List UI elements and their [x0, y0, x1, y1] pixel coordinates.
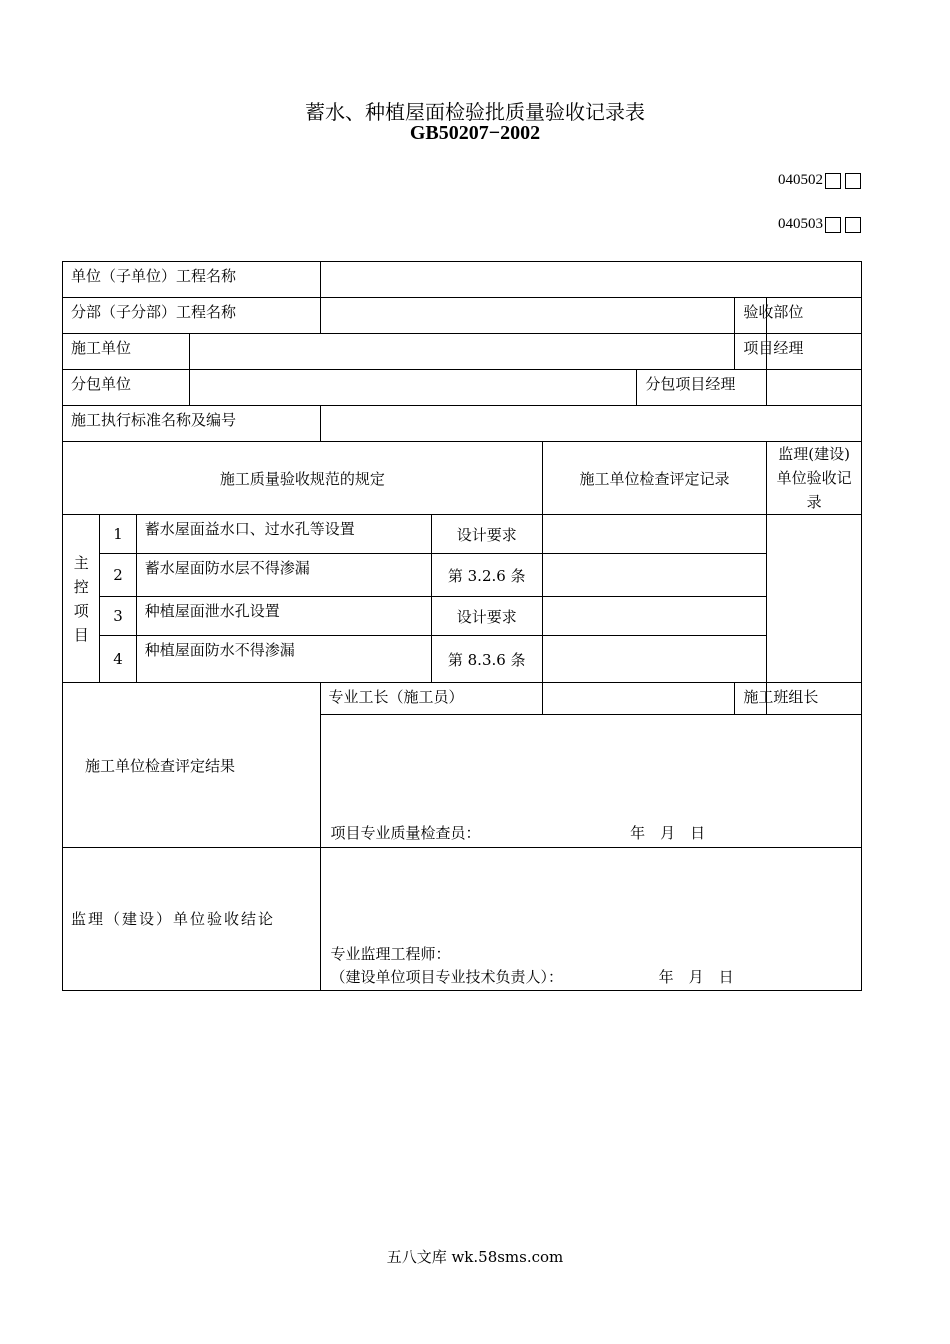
item-req: 第 3.2.6 条 [431, 554, 542, 597]
standard-field[interactable] [320, 406, 862, 442]
owner-tech-label: （建设单位项目专业技术负责人）： [330, 968, 564, 986]
supervision-conclusion-text: 监理（建设）单位验收结论 [71, 910, 276, 928]
item-no: 4 [100, 636, 136, 683]
unit-project-field[interactable] [320, 262, 862, 298]
form-code-row-2 [778, 216, 861, 233]
item-req: 设计要求 [431, 597, 542, 636]
date-label: 年 月 日 [630, 824, 706, 842]
subcontractor-label: 分包单位 [63, 370, 190, 406]
item-no: 2 [100, 554, 136, 597]
code-checkbox[interactable] [825, 173, 841, 189]
col-header-check: 施工单位检查评定记录 [542, 442, 766, 515]
foreman-label: 专业工长（施工员） [320, 683, 542, 715]
sub-project-manager-label: 分包项目经理 [637, 370, 767, 406]
construction-unit-field[interactable] [189, 334, 735, 370]
item-req: 设计要求 [431, 515, 542, 554]
item-no: 1 [100, 515, 136, 554]
code-checkbox[interactable] [845, 217, 861, 233]
item-desc: 种植屋面防水不得渗漏 [136, 636, 431, 683]
form-code-1: 040502 [778, 172, 823, 188]
item-no: 3 [100, 597, 136, 636]
item-check-field[interactable] [542, 636, 766, 683]
main-items-label [63, 515, 100, 683]
check-result-label [63, 683, 321, 848]
team-leader-label: 施工班组长 [735, 683, 767, 715]
quality-inspector-label: 项目专业质量检查员： [330, 824, 481, 842]
form-code-row-1 [778, 172, 861, 189]
item-desc: 种植屋面泄水孔设置 [136, 597, 431, 636]
standard-label: 施工执行标准名称及编号 [63, 406, 321, 442]
subcontractor-field[interactable] [189, 370, 637, 406]
item-check-field[interactable] [542, 597, 766, 636]
construction-unit-label: 施工单位 [63, 334, 190, 370]
check-result-field[interactable] [320, 715, 862, 848]
supervision-conclusion-label [63, 848, 321, 991]
code-checkbox[interactable] [845, 173, 861, 189]
inspection-part-label: 验收部位 [735, 298, 767, 334]
sub-project-manager-field[interactable] [767, 370, 862, 406]
unit-project-label: 单位（子单位）工程名称 [63, 262, 321, 298]
item-desc: 蓄水屋面益水口、过水孔等设置 [136, 515, 431, 554]
document-title: 蓄水、种植屋面检验批质量验收记录表 [305, 100, 645, 124]
foreman-field[interactable] [542, 683, 735, 715]
main-items-text: 主控项目 [73, 553, 89, 644]
date-label-2: 年 月 日 [658, 968, 734, 986]
check-result-text: 施工单位检查评定结果 [85, 756, 236, 775]
code-checkbox[interactable] [825, 217, 841, 233]
item-check-field[interactable] [542, 515, 766, 554]
footer-watermark: 五八文库 wk.58sms.com [386, 1248, 564, 1266]
sub-project-field[interactable] [320, 298, 735, 334]
item-check-field[interactable] [542, 554, 766, 597]
form-code-2: 040503 [778, 216, 823, 232]
sub-project-label: 分部（子分部）工程名称 [63, 298, 321, 334]
supervisor-label: 专业监理工程师： [330, 945, 451, 963]
col-header-supervision: 监理(建设)单位验收记录 [767, 442, 862, 515]
item-desc: 蓄水屋面防水层不得渗漏 [136, 554, 431, 597]
supervision-record-field[interactable] [767, 515, 862, 683]
project-manager-label: 项目经理 [735, 334, 767, 370]
supervision-conclusion-field[interactable] [320, 848, 862, 991]
item-req: 第 8.3.6 条 [431, 636, 542, 683]
col-header-spec: 施工质量验收规范的规定 [63, 442, 543, 515]
inspection-form-table [62, 261, 862, 991]
standard-code: GB50207−2002 [409, 122, 541, 144]
